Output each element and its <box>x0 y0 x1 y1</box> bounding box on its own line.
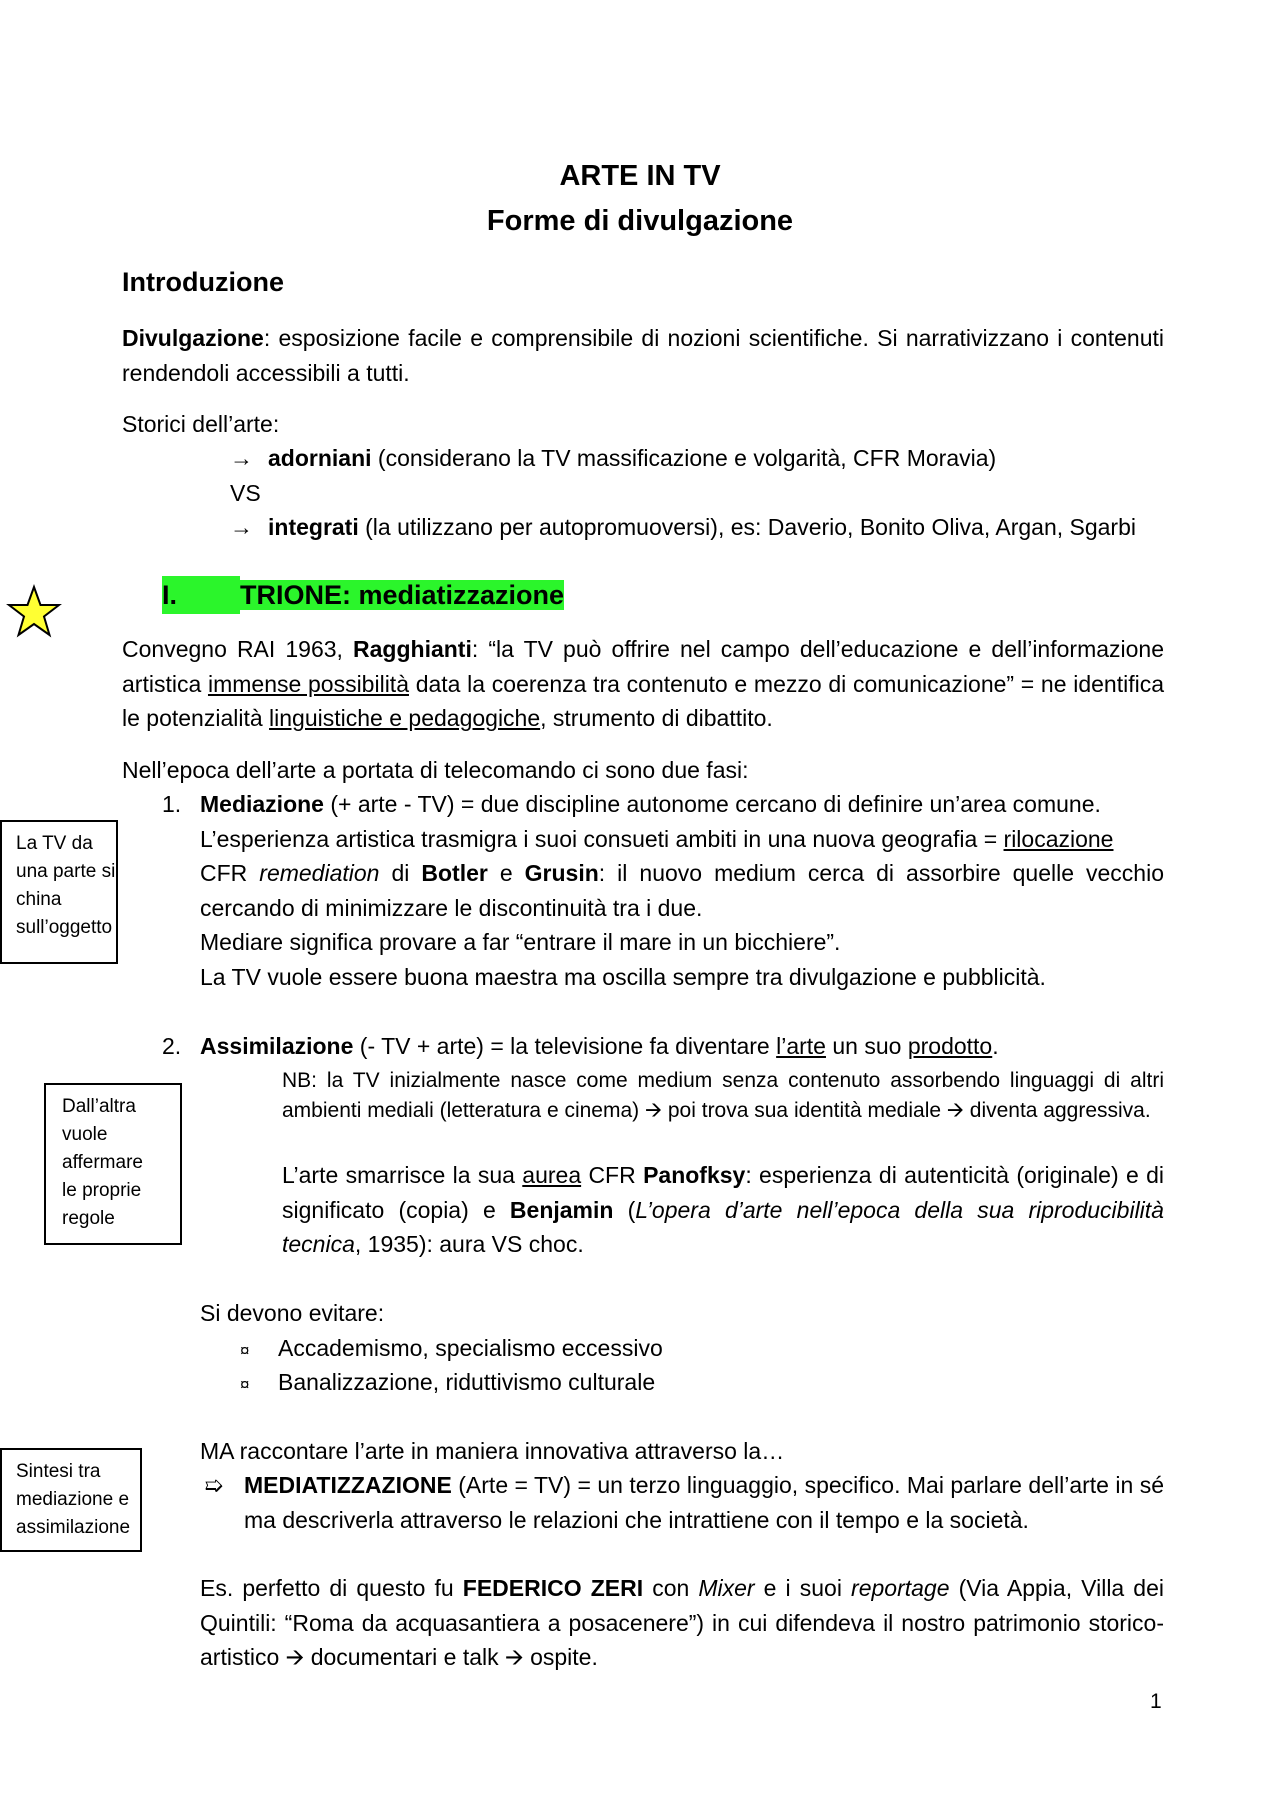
definition-text: : esposizione facile e comprensibile di nozioni scientifiche. Si narrativizzano i contenuti rendendoli accessibili a tutti. <box>122 325 1164 386</box>
nb-note: NB: la TV inizialmente nasce come medium senza contenuto assorbendo linguaggi di altri ambienti mediali (letteratura e cinema) 🡪 poi trova sua identità mediale 🡪 diventa aggressiva. <box>282 1069 1164 1122</box>
list-item-assimilazione <box>162 1029 1164 1064</box>
list-number: 2. <box>162 1033 182 1059</box>
section-title: TRIONE: mediatizzazione <box>240 580 565 610</box>
text-run: (Via Appia, Villa dei Quintili: “Roma da acquasantiera a posacenere”) in cui difendeva il nostro patrimonio storico-artistico 🡪 documentari e talk 🡪 ospite. <box>200 1575 1165 1670</box>
aura-paragraph <box>282 1158 1164 1262</box>
integrati-term: integrati <box>268 514 359 540</box>
text-run: : esperienza di autenticità (originale) e di significato (copia) e <box>282 1162 1164 1223</box>
rilocazione-line <box>200 822 1164 857</box>
zeri-paragraph <box>200 1571 1164 1675</box>
text-run: , 1935): aura VS choc. <box>354 1231 584 1257</box>
text-run: un suo <box>825 1033 908 1059</box>
list-number: 1. <box>162 791 182 817</box>
definition-term: Divulgazione <box>122 325 264 351</box>
mediatizzazione-paragraph <box>244 1468 1164 1537</box>
avoid-item: Accademismo, specialismo eccessivo <box>278 1335 663 1361</box>
adorniani-term: adorniani <box>268 445 372 471</box>
text-run: (- TV + arte) = la televisione fa diventare <box>353 1033 777 1059</box>
bold-text: Grusin <box>524 860 599 886</box>
section-numeral: I. <box>162 576 240 614</box>
underlined-text: aurea <box>522 1162 582 1188</box>
text-run: : “la TV può offrire nel campo dell’educazione e dell’informazione artistica <box>122 636 1165 697</box>
list-item-mediazione <box>162 787 1164 822</box>
assimilazione-term: Assimilazione <box>200 1033 354 1059</box>
text-run: . <box>992 1033 999 1059</box>
text-run: di <box>379 860 422 886</box>
vs-label: VS <box>230 480 261 506</box>
list-item <box>240 1365 655 1403</box>
text-run: Convegno RAI 1963, <box>122 636 354 662</box>
list-item <box>230 510 1136 545</box>
italic-text: reportage <box>851 1575 950 1601</box>
margin-note-1: La TV da una parte si china sull’oggetto <box>0 820 118 964</box>
underlined-text: immense possibilità <box>207 670 409 697</box>
doc-subtitle: Forme di divulgazione <box>486 205 794 237</box>
margin-note-3: Sintesi tra mediazione e assimilazione <box>0 1448 142 1552</box>
bold-text: Benjamin <box>509 1196 614 1223</box>
text-run: ( <box>613 1196 636 1223</box>
text-run: e i suoi <box>754 1575 852 1601</box>
integrati-text: (la utilizzano per autopromuoversi), es: Daverio, Bonito Oliva, Argan, Sgarbi <box>358 514 1136 540</box>
text-run: : il nuovo medium cerca di assorbire quelle vecchio cercando di minimizzare le discontinuità tra i due. <box>200 860 1165 921</box>
mediazione-term: Mediazione <box>200 791 324 817</box>
text-run: (+ arte - TV) = due discipline autonome cercano di definire un’area comune. <box>323 791 1101 817</box>
avoid-item: Banalizzazione, riduttivismo culturale <box>278 1369 656 1395</box>
ragghianti-paragraph <box>122 632 1164 736</box>
remediation-line <box>200 856 1164 925</box>
definition-paragraph <box>122 321 1164 390</box>
text-run: , strumento di dibattito. <box>540 705 773 731</box>
star-icon <box>6 584 62 640</box>
page-number: 1 <box>1150 1690 1162 1713</box>
mediare-line: Mediare significa provare a far “entrare il mare in un bicchiere”. <box>200 929 841 955</box>
storici-label: Storici dell’arte: <box>122 411 280 437</box>
doc-title: ARTE IN TV <box>559 160 721 192</box>
list-item <box>240 1331 663 1369</box>
bold-text: Panofksy <box>643 1162 746 1188</box>
italic-text: remediation <box>259 860 380 886</box>
italic-text: Mixer <box>698 1575 755 1601</box>
bold-text: Botler <box>421 860 488 886</box>
underlined-text: linguistiche e pedagogiche <box>269 705 541 731</box>
ma-line: MA raccontare l’arte in maniera innovativa attraverso la… <box>200 1438 785 1464</box>
text-run: e <box>487 860 525 886</box>
italic-text: L’opera d’arte nell’epoca della sua riproducibilità tecnica <box>282 1196 1164 1257</box>
zeri-name: FEDERICO ZERI <box>462 1575 644 1601</box>
text-run: data la coerenza tra contenuto e mezzo di comunicazione” = ne identifica le potenzialità <box>122 670 1164 731</box>
star-shape <box>9 587 59 635</box>
text-run: con <box>643 1575 699 1601</box>
text-run: L’arte smarrisce la sua <box>282 1162 523 1188</box>
arrow-icon: → <box>230 445 253 471</box>
arrow-icon: ➯ <box>204 1472 224 1498</box>
list-item <box>230 441 996 476</box>
text-run: CFR <box>581 1162 644 1188</box>
text-run: L’esperienza artistica trasmigra i suoi consueti ambiti in una nuova geografia = <box>200 826 1004 852</box>
underlined-text: rilocazione <box>1003 826 1114 852</box>
fasi-intro: Nell’epoca dell’arte a portata di telecomando ci sono due fasi: <box>122 757 749 783</box>
bullet-icon: ¤ <box>240 1341 250 1360</box>
text-run: Es. perfetto di questo fu <box>200 1575 463 1601</box>
bullet-icon: ¤ <box>240 1375 250 1394</box>
maestra-line: La TV vuole essere buona maestra ma oscilla sempre tra divulgazione e pubblicità. <box>200 964 1046 990</box>
intro-heading: Introduzione <box>122 267 284 297</box>
ragghianti-name: Ragghianti <box>353 636 472 662</box>
arrow-icon: → <box>230 514 253 540</box>
section-heading <box>162 576 564 614</box>
adorniani-text: (considerano la TV massificazione e volgarità, CFR Moravia) <box>371 445 997 471</box>
text-run: (Arte = TV) = un terzo linguaggio, specifico. Mai parlare dell’arte in sé ma descriverla attraverso le relazioni che intrattiene con il tempo e la società. <box>244 1472 1164 1533</box>
underlined-text: prodotto <box>907 1033 993 1059</box>
margin-note-2: Dall’altra vuole affermare le proprie regole <box>44 1083 182 1245</box>
text-run: CFR <box>200 860 260 886</box>
underlined-text: l’arte <box>776 1033 826 1059</box>
mediatizzazione-term: MEDIATIZZAZIONE <box>244 1472 452 1498</box>
avoid-label: Si devono evitare: <box>200 1300 385 1326</box>
